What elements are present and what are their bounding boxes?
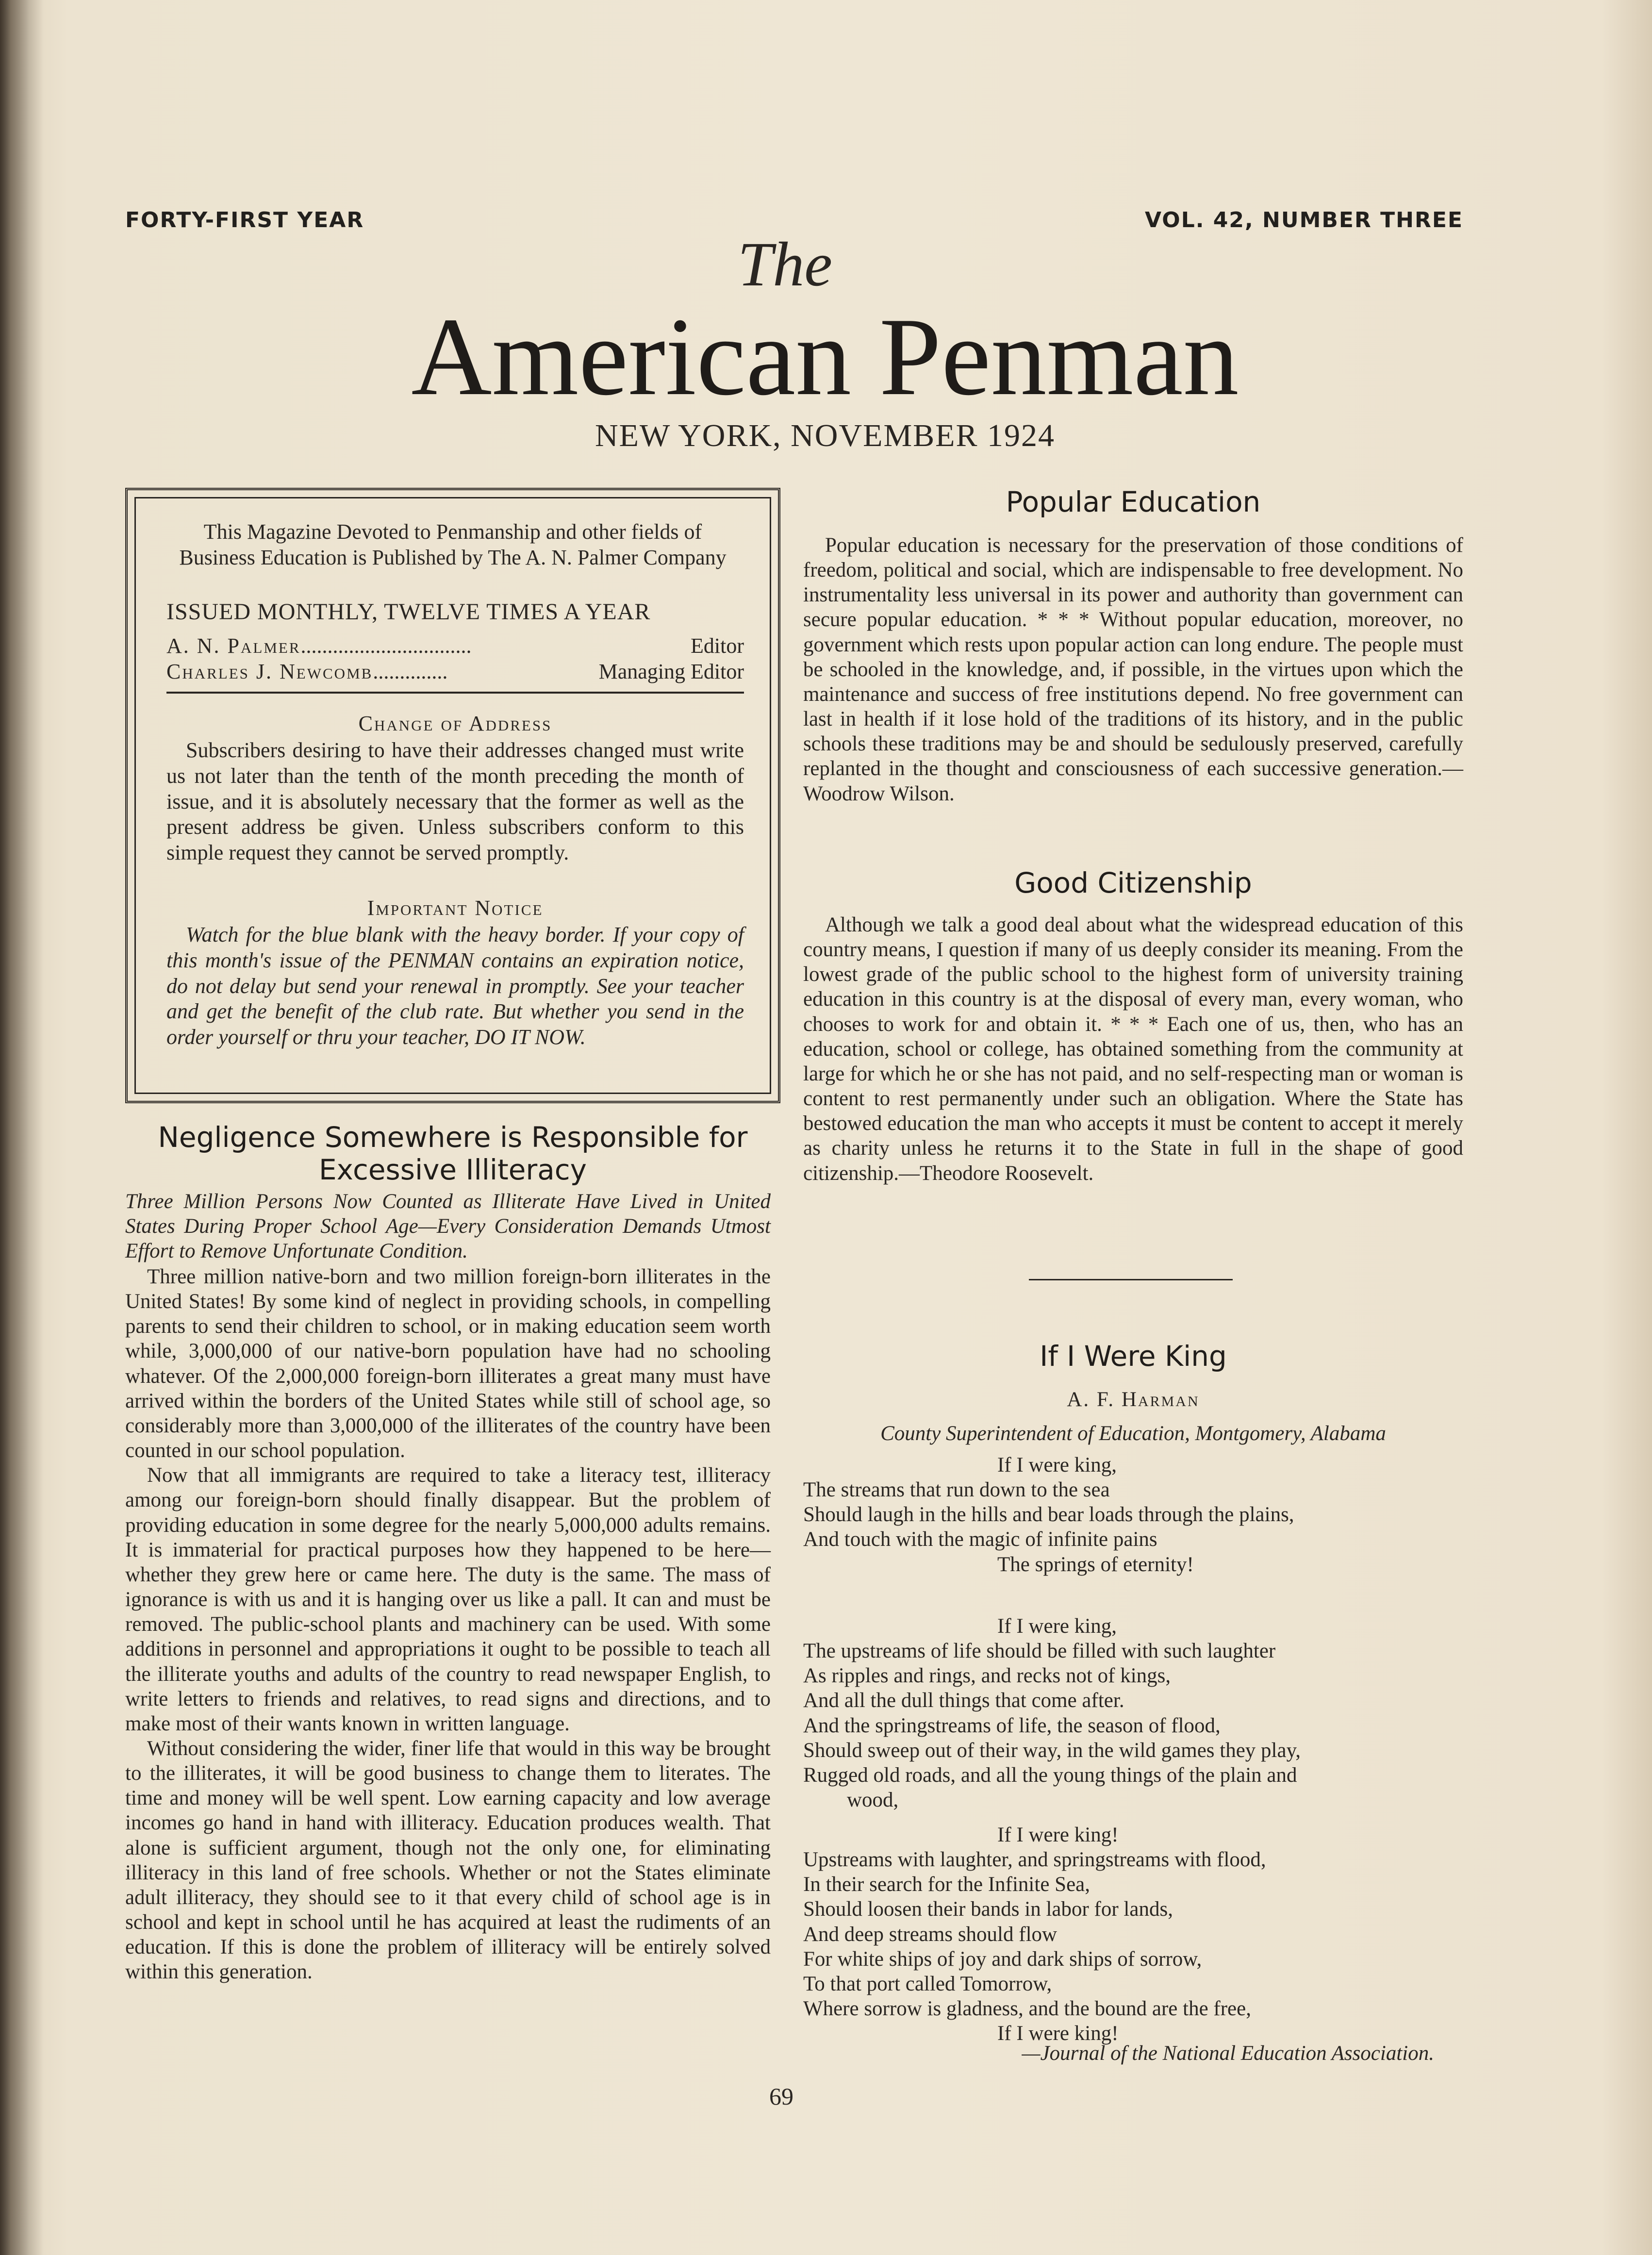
poem-line: And all the dull things that come after. (803, 1689, 1124, 1712)
negligence-paragraph: Without considering the wider, finer life that would in this way be brought to the illiterates, it will be good business to change them to literates. The time and money will be well spent. Low earning capacity and low average incomes go hand in hand with illiteracy. Education produces wealth. That alone is sufficient argument, though not the only one, for eliminating illiteracy in this land of free schools. Whether or not the States eliminate adult illiteracy, they should see to it that every child of school age is in school and kept in school until he has acquired at least the rudiments of an education. If this is done the problem of illiteracy will be entirely solved within this generation. (125, 1737, 771, 1984)
poem-line: For white ships of joy and dark ships of sorrow, (803, 1947, 1202, 1971)
staff-dots: .............. (373, 660, 448, 683)
poem-line: Rugged old roads, and all the young things of the plain and (803, 1763, 1297, 1787)
header-volume: VOL. 42, NUMBER THREE (1145, 208, 1463, 232)
staff-role: Managing Editor (598, 660, 744, 683)
poem-line: As ripples and rings, and recks not of kings, (803, 1664, 1171, 1688)
poem-line: The upstreams of life should be filled with such laughter (803, 1640, 1276, 1663)
important-notice-text: Watch for the blue blank with the heavy border. If your copy of this month's issue of the PENMAN contains an expiration notice, do not delay but send your renewal in promptly. See your teacher and get the benefit of the club rate. But whether you send in the order yourself or thru your teacher, DO IT NOW. (166, 923, 744, 1049)
staff-role: Editor (691, 634, 744, 658)
popular-education-text: Popular education is necessary for the preservation of those conditions of freedom, political and social, which are indispensable to free development. No instrumentality less universal in its power and authority than government can secure popular education. * * * Without popular education, moreover, no government which rests upon popular action can long endure. The people must be schooled in the knowledge, and, if possible, in the virtues upon which the maintenance and success of free institutions depend. No free government can last in health if it lose hold of the traditions of its history, and in the public schools these traditions may be and should be sedulously preserved, carefully replanted in the thought and consciousness of each successive generation.—Woodrow Wilson. (803, 534, 1463, 805)
negligence-paragraph: Three million native-born and two million foreign-born illiterates in the United States! By some kind of neglect in providing schools, in compelling parents to send their children to school, or in making education seem worth while, 3,000,000 of our native-born population have had no schooling whatever. Of the 2,000,000 foreign-born illiterates a great many must have arrived within the borders of the United States while still of school age, so considerably more than 3,000,000 of the illiterates of the country have been counted in our school population. (125, 1265, 771, 1462)
poem-line: Should loosen their bands in labor for lands, (803, 1898, 1173, 1921)
info-issued: ISSUED MONTHLY, TWELVE TIMES A YEAR (166, 599, 651, 625)
header-year: FORTY-FIRST YEAR (125, 208, 364, 232)
negligence-paragraph: Now that all immigrants are required to take a literacy test, illiteracy among our foreign-born should finally disappear. But the problem of providing education in some degree for the nearly 5,000,000 adults remains. It is immaterial for practical purposes how they happened to be here—whether they grew here or came here. The duty is the same. The mass of ignorance is with us and it is hanging over us like a pall. It can and must be removed. The public-school plants and machinery can be used. With some additions in personnel and appropriations it ought to be possible to teach all the illiterate youths and adults of the country to read newspaper English, to write letters to friends and relatives, to read signs and directions, and to make most of their wants known in written language. (125, 1464, 771, 1735)
staff-row-editor (166, 633, 744, 659)
negligence-body (125, 1264, 771, 1985)
poem-line: And deep streams should flow (803, 1923, 1057, 1946)
negligence-heading: Negligence Somewhere is Responsible for Excessive Illiteracy (158, 1121, 748, 1186)
poem-author-title: County Superintendent of Education, Montgomery, Alabama (880, 1422, 1386, 1445)
poem-line: wood, (847, 1789, 899, 1812)
poem-line: The streams that run down to the sea (803, 1478, 1110, 1502)
poem-line: Should laugh in the hills and bear loads through the plains, (803, 1503, 1294, 1526)
masthead-title: American Penman (411, 295, 1239, 418)
staff-name: A. N. Palmer (166, 634, 301, 658)
section-divider (1029, 1279, 1233, 1280)
poem-line: To that port called Tomorrow, (803, 1972, 1052, 1995)
poem-line: Should sweep out of their way, in the wild games they play, (803, 1739, 1301, 1762)
poem-line: Upstreams with laughter, and springstreams with flood, (803, 1848, 1266, 1872)
poem-line: In their search for the Infinite Sea, (803, 1873, 1090, 1896)
masthead-dateline: NEW YORK, NOVEMBER 1924 (595, 418, 1055, 453)
good-citizenship-text: Although we talk a good deal about what the widespread education of this country means, I question if many of us deeply consider its meaning. From the lowest grade of the public school to the highest form of university training education in this country is at the disposal of every man, every woman, who chooses to work for and obtain it. * * * Each one of us, then, who has an education, school or college, has obtained something from the community at large for which he or she has not paid, and no self-respecting man or woman is content to rest permanently under such an obligation. Where the State has bestowed education the man who accepts it must be content to accept it merely as charity unless he returns it to the State in full in the shape of good citizenship.—Theodore Roosevelt. (803, 913, 1463, 1185)
poem-source: —Journal of the National Education Association. (1022, 2042, 1434, 2065)
negligence-subhead: Three Million Persons Now Counted as Illiterate Have Lived in United States During Proper School Age—Every Consideration Demands Utmost Effort to Remove Unfortunate Condition. (125, 1190, 771, 1263)
poem-line: If I were king! (997, 2022, 1119, 2045)
poem-line: If I were king, (997, 1615, 1117, 1638)
poem-stanza-1 (803, 1453, 1463, 1577)
change-of-address-heading: Change of Address (358, 712, 552, 735)
poem-line: Where sorrow is gladness, and the bound are the free, (803, 1997, 1251, 2021)
poem-line: The springs of eternity! (997, 1553, 1194, 1576)
poem-stanza-2 (803, 1614, 1463, 1812)
poem-stanza-3 (803, 1823, 1463, 2046)
important-notice-heading: Important Notice (367, 896, 544, 920)
good-citizenship-heading: Good Citizenship (1014, 866, 1252, 899)
staff-name: Charles J. Newcomb (166, 660, 373, 683)
poem-author: A. F. Harman (1067, 1388, 1200, 1411)
poem-heading: If I Were King (1040, 1340, 1227, 1373)
page-number: 69 (769, 2083, 793, 2110)
masthead-the: The (738, 230, 832, 299)
publication-info-box (125, 488, 780, 1103)
poem-line: And touch with the magic of infinite pains (803, 1528, 1157, 1551)
info-intro: This Magazine Devoted to Penmanship and other fields of Business Education is Published by The A. N. Palmer Company (179, 520, 727, 569)
staff-dots: ................................ (300, 634, 472, 658)
popular-education-heading: Popular Education (1006, 485, 1261, 518)
poem-line: If I were king, (997, 1454, 1117, 1476)
info-divider (166, 692, 744, 694)
staff-row-managing-editor (166, 659, 744, 685)
change-of-address-text: Subscribers desiring to have their addresses changed must write us not later than the tenth of the month preceding the month of issue, and it is absolutely necessary that the former as well as the present address be given. Unless subscribers conform to this simple request they cannot be served promptly. (166, 738, 744, 865)
book-binding-shadow (0, 0, 44, 2255)
poem-line: And the springstreams of life, the season of flood, (803, 1714, 1221, 1737)
poem-line: If I were king! (997, 1824, 1119, 1846)
